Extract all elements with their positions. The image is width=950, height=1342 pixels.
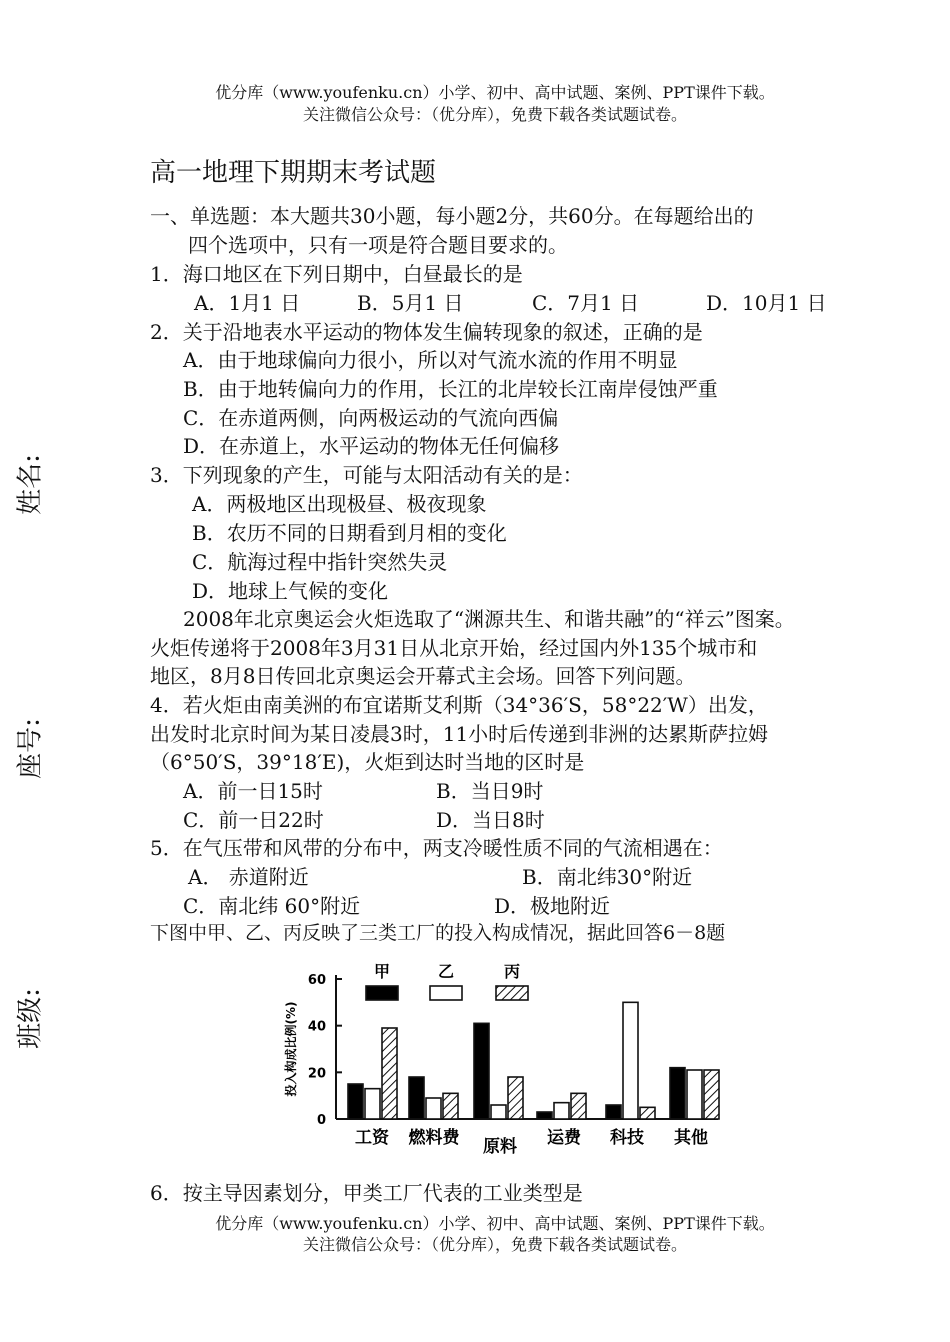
bar-丙-其他 [704, 1070, 719, 1119]
q5-option-b: B．南北纬30°附近 [522, 865, 693, 889]
q5-option-d: D．极地附近 [494, 894, 611, 918]
q3-option-b: B．农历不同的日期看到月相的变化 [192, 521, 507, 545]
bar-乙-科技 [623, 1002, 638, 1119]
bar-乙-运费 [554, 1103, 569, 1119]
header-line-1: 优分库（www.youfenku.cn）小学、初中、高中试题、案例、PPT课件下载。 [215, 83, 775, 102]
y-tick-label: 20 [307, 1066, 326, 1082]
legend-swatch-乙 [430, 986, 462, 1000]
q5-option-a: A． 赤道附近 [188, 865, 309, 889]
bar-甲-运费 [537, 1112, 552, 1119]
bar-甲-工资 [348, 1084, 363, 1119]
page-title: 高一地理下期期末考试题 [150, 158, 437, 188]
q6-stem: 6．按主导因素划分，甲类工厂代表的工业类型是 [150, 1181, 583, 1205]
bar-乙-原料 [491, 1105, 506, 1119]
q2-stem: 2．关于沿地表水平运动的物体发生偏转现象的叙述，正确的是 [150, 320, 703, 344]
x-tick-label: 运费 [547, 1128, 581, 1148]
legend-label: 甲 [373, 962, 391, 981]
bar-乙-工资 [365, 1089, 380, 1119]
x-tick-label: 原料 [483, 1137, 517, 1157]
y-axis-label: 投入构成比例(%) [284, 1001, 298, 1097]
q3-option-d: D．地球上气候的变化 [192, 579, 389, 603]
bar-丙-燃料费 [443, 1093, 458, 1119]
q4-option-b: B．当日9时 [436, 779, 544, 803]
q3-option-a: A．两极地区出现极昼、极夜现象 [192, 492, 487, 516]
q1-option-a: A．1月1 日 [194, 291, 301, 315]
side-label-seat: 座号: [15, 718, 46, 779]
legend-swatch-丙 [496, 986, 528, 1000]
bar-甲-科技 [606, 1105, 621, 1119]
y-tick-label: 60 [307, 973, 326, 988]
bar-甲-其他 [670, 1068, 685, 1119]
legend-label: 乙 [437, 962, 455, 981]
q1-option-c: C．7月1 日 [532, 291, 640, 315]
q2-option-c: C．在赤道两侧，向两极运动的气流向西偏 [183, 406, 559, 430]
q5-option-c: C．南北纬 60°附近 [183, 894, 361, 918]
q5-stem: 5．在气压带和风带的分布中，两支冷暖性质不同的气流相遇在： [150, 836, 723, 860]
bar-丙-运费 [571, 1093, 586, 1119]
q4-stem-line-2: 出发时北京时间为某日凌晨3时，11小时后传递到非洲的达累斯萨拉姆 [150, 722, 769, 746]
q2-option-d: D．在赤道上，水平运动的物体无任何偏移 [183, 434, 560, 458]
bar-丙-科技 [640, 1107, 655, 1119]
x-tick-label: 科技 [610, 1128, 644, 1148]
y-tick-label: 0 [316, 1113, 326, 1128]
q4-stem-line-1: 4．若火炬由南美洲的布宜诺斯艾利斯（34°36′S，58°22′W）出发， [150, 693, 768, 717]
bar-甲-原料 [474, 1023, 489, 1119]
q4-option-a: A．前一日15时 [183, 779, 323, 803]
passage-line-3: 地区，8月8日传回北京奥运会开幕式主会场。回答下列问题。 [150, 664, 696, 688]
q2-option-b: B．由于地转偏向力的作用，长江的北岸较长江南岸侵蚀严重 [183, 377, 718, 401]
x-tick-label: 工资 [355, 1128, 389, 1148]
side-label-class: 班级: [15, 988, 46, 1049]
section-instruction: 四个选项中，只有一项是符合题目要求的。 [188, 233, 568, 257]
x-tick-label: 其他 [674, 1128, 708, 1148]
bar-甲-燃料费 [409, 1077, 424, 1119]
header-line-2: 关注微信公众号：（优分库），免费下载各类试题试卷。 [302, 105, 687, 124]
passage-line-1: 2008年北京奥运会火炬选取了“渊源共生、和谐共融”的“祥云”图案。 [183, 607, 795, 631]
footer-line-1: 优分库（www.youfenku.cn）小学、初中、高中试题、案例、PPT课件下载。 [215, 1214, 775, 1233]
q4-option-c: C．前一日22时 [183, 808, 324, 832]
bar-丙-原料 [508, 1077, 523, 1119]
q3-stem: 3．下列现象的产生，可能与太阳活动有关的是： [150, 463, 583, 487]
section-heading: 一、单选题：本大题共30小题，每小题2分，共60分。在每题给出的 [150, 204, 754, 228]
legend-label: 丙 [503, 962, 521, 981]
q2-option-a: A．由于地球偏向力很小，所以对气流水流的作用不明显 [183, 348, 678, 372]
bar-乙-燃料费 [426, 1098, 441, 1119]
q4-stem-line-3: （6°50′S，39°18′E)，火炬到达时当地的区时是 [150, 750, 585, 774]
q3-option-c: C．航海过程中指针突然失灵 [192, 550, 448, 574]
y-tick-label: 40 [307, 1019, 326, 1035]
x-tick-label: 燃料费 [408, 1128, 460, 1148]
q1-option-d: D．10月1 日 [706, 291, 827, 315]
footer-line-2: 关注微信公众号：（优分库），免费下载各类试题试卷。 [302, 1235, 687, 1254]
q4-option-d: D．当日8时 [436, 808, 545, 832]
passage-line-2: 火炬传递将于2008年3月31日从北京开始，经过国内外135个城市和 [150, 636, 758, 660]
bar-乙-其他 [687, 1070, 702, 1119]
bar-丙-工资 [382, 1028, 397, 1119]
input-structure-chart [278, 960, 728, 1160]
chart-intro: 下图中甲、乙、丙反映了三类工厂的投入构成情况，据此回答6－8题 [150, 922, 726, 944]
side-label-name: 姓名: [15, 454, 46, 515]
q1-stem: 1．海口地区在下列日期中，白昼最长的是 [150, 262, 523, 286]
legend-swatch-甲 [366, 986, 398, 1000]
q1-option-b: B．5月1 日 [357, 291, 464, 315]
